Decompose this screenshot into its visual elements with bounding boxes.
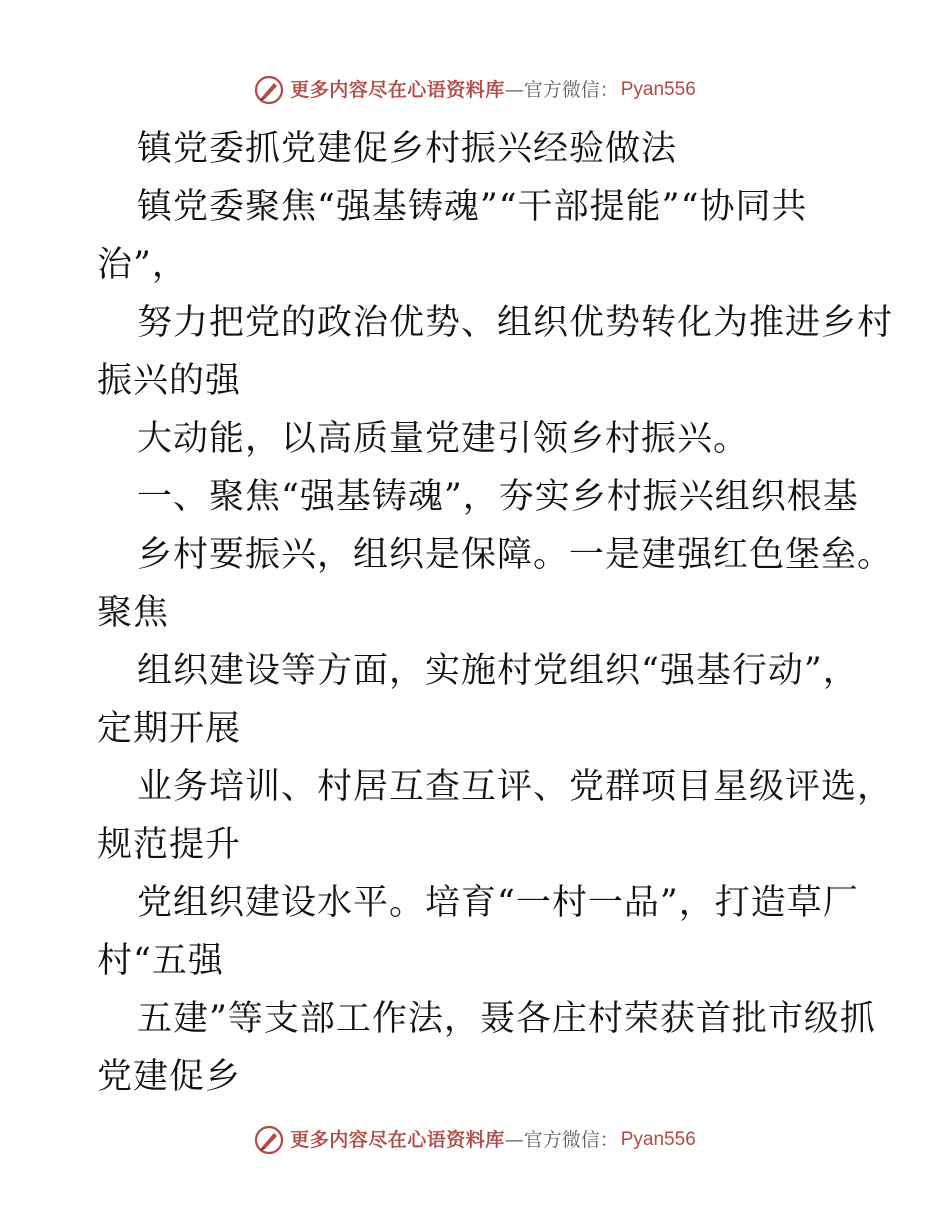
text-line: 大动能，以高质量党建引领乡村振兴。 <box>137 419 750 459</box>
text-line: 治”， <box>97 245 188 285</box>
text-line: 镇党委聚焦“强基铸魂”“干部提能”“协同共 <box>137 187 808 227</box>
text-line: 聚焦 <box>97 593 170 633</box>
header-contact: —官方微信： <box>504 79 619 101</box>
section-heading: 一、聚焦“强基铸魂”，夯实乡村振兴组织根基 <box>137 477 859 517</box>
footer-contact: —官方微信： <box>504 1129 619 1151</box>
text-line: 努力把党的政治优势、组织优势转化为推进乡村 <box>137 303 894 343</box>
document-body <box>97 120 894 1106</box>
pen-logo-icon <box>254 1125 284 1155</box>
header-brand: 更多内容尽在心语资料库 <box>290 79 505 101</box>
text-line: 党建促乡 <box>97 1057 242 1097</box>
text-line: 乡村要振兴，组织是保障。一是建强红色堡垒。 <box>137 535 894 575</box>
text-line: 定期开展 <box>97 709 242 749</box>
header-banner <box>0 70 950 110</box>
text-line: 振兴的强 <box>97 361 242 401</box>
text-line: 规范提升 <box>97 825 242 865</box>
text-line: 组织建设等方面，实施村党组织“强基行动”， <box>137 651 859 691</box>
header-wechat-id: Pyan556 <box>620 79 696 100</box>
text-line: 业务培训、村居互查互评、党群项目星级评选， <box>137 767 894 807</box>
document-title: 镇党委抓党建促乡村振兴经验做法 <box>137 129 678 169</box>
footer-banner <box>0 1120 950 1160</box>
footer-brand: 更多内容尽在心语资料库 <box>290 1129 505 1151</box>
text-line: 村“五强 <box>97 941 224 981</box>
pen-logo-icon <box>254 75 284 105</box>
text-line: 党组织建设水平。培育“一村一品”，打造草厂 <box>137 883 859 923</box>
text-line: 五建”等支部工作法，聂各庄村荣获首批市级抓 <box>137 999 876 1039</box>
footer-wechat-id: Pyan556 <box>620 1129 696 1150</box>
